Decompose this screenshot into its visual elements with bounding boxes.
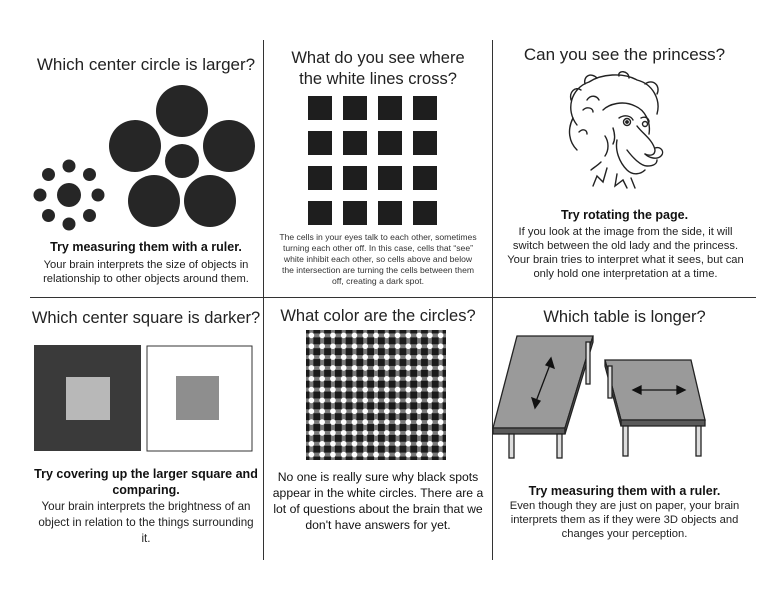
grid-dot (352, 408, 358, 414)
grid-dot (395, 343, 401, 349)
grid-dot (384, 376, 390, 382)
grid-dot (309, 365, 315, 371)
hermann-square (378, 201, 402, 225)
grid-dot (395, 333, 401, 339)
grid-dot (406, 354, 412, 360)
grid-line-vertical (428, 330, 432, 460)
grid-dot (427, 452, 433, 458)
grid-dot (406, 376, 412, 382)
grid-dot (373, 354, 379, 360)
grid-dot (427, 441, 433, 447)
grid-dot (373, 430, 379, 436)
panel-circles-title: Which center circle is larger? (36, 55, 256, 74)
grid-dot (395, 354, 401, 360)
grid-dot (309, 441, 315, 447)
grid-line-vertical (374, 330, 378, 460)
grid-dot (319, 430, 325, 436)
grid-dot (341, 343, 347, 349)
hermann-square (378, 131, 402, 155)
grid-dot (384, 441, 390, 447)
hermann-square (308, 201, 332, 225)
grid-dot (395, 387, 401, 393)
grid-dot (373, 441, 379, 447)
grid-dot (352, 333, 358, 339)
ebbinghaus-illusion (30, 80, 262, 230)
grid-dot (352, 419, 358, 425)
grid-dot (416, 333, 422, 339)
grid-dot (384, 365, 390, 371)
grid-dot (362, 452, 368, 458)
panel-circles-body: Your brain interprets the size of objects in relationship to other objects around them. (43, 259, 249, 285)
grid-dot (319, 398, 325, 404)
grid-dot (438, 376, 444, 382)
grid-dot (384, 398, 390, 404)
grid-dot (373, 387, 379, 393)
grid-dot (341, 376, 347, 382)
panel-tables-title: Which table is longer? (543, 308, 706, 326)
grid-dot (384, 343, 390, 349)
panel-dots (264, 298, 492, 560)
center-square-left (66, 377, 110, 420)
panel-tables-tip: Try measuring them with a ruler. (528, 484, 721, 498)
grid-dot (373, 398, 379, 404)
grid-dot (319, 408, 325, 414)
grid-dot (438, 419, 444, 425)
grid-dot (330, 441, 336, 447)
grid-dot (309, 398, 315, 404)
grid-dot (416, 419, 422, 425)
grid-line-vertical (320, 330, 324, 460)
grid-dot (309, 387, 315, 393)
grid-dot (416, 398, 422, 404)
grid-dot (427, 376, 433, 382)
grid-dot (406, 408, 412, 414)
grid-line-vertical (342, 330, 346, 460)
hermann-square (413, 96, 437, 120)
grid-dot (352, 452, 358, 458)
hermann-square (413, 131, 437, 155)
grid-dot (406, 419, 412, 425)
grid-line-vertical (396, 330, 400, 460)
panel-tables-body: Even though they are just on paper, your brain interprets them as if they were 3D objects and changes your perception. (509, 500, 740, 540)
grid-dot (352, 398, 358, 404)
hermann-square (308, 96, 332, 120)
grid-line-vertical (363, 330, 367, 460)
grid-dot (362, 365, 368, 371)
grid-dot (406, 398, 412, 404)
grid-dot (416, 408, 422, 414)
grid-dot (330, 452, 336, 458)
grid-dot (309, 343, 315, 349)
grid-dot (309, 408, 315, 414)
scintillating-grid (264, 330, 492, 465)
grid-dot (330, 408, 336, 414)
grid-dot (373, 333, 379, 339)
grid-dot (362, 408, 368, 414)
hermann-grid (264, 94, 492, 234)
grid-dot (384, 387, 390, 393)
hermann-square (308, 131, 332, 155)
simultaneous-contrast-squares (30, 344, 262, 454)
hermann-square (343, 96, 367, 120)
grid-dot (362, 354, 368, 360)
grid-dot (427, 419, 433, 425)
grid-dot (384, 354, 390, 360)
grid-dot (341, 365, 347, 371)
hermann-square (343, 131, 367, 155)
grid-dot (362, 398, 368, 404)
grid-dot (438, 408, 444, 414)
grid-dot (416, 387, 422, 393)
grid-dot (352, 430, 358, 436)
panel-grid-body: The cells in your eyes talk to each other, sometimes turning each other off. In this case, cells that “see” white inhibit each other, so cells above and below the intersection are turning the cells between them off, creating a dark spot. (279, 232, 477, 286)
grid-dot (341, 387, 347, 393)
grid-dot (384, 408, 390, 414)
center-square-right (176, 376, 219, 420)
grid-dot (309, 430, 315, 436)
grid-dot (330, 343, 336, 349)
grid-dot (438, 430, 444, 436)
grid-dot (416, 376, 422, 382)
grid-dot (341, 354, 347, 360)
grid-dot (395, 452, 401, 458)
panel-squares (30, 298, 262, 560)
grid-line-vertical (439, 330, 443, 460)
grid-dot (319, 452, 325, 458)
grid-line-vertical (406, 330, 410, 460)
grid-dot (438, 365, 444, 371)
grid-dot (362, 419, 368, 425)
grid-dot (352, 376, 358, 382)
grid-dot (427, 430, 433, 436)
grid-dot (427, 398, 433, 404)
hermann-square (308, 166, 332, 190)
grid-line-vertical (417, 330, 421, 460)
grid-dot (373, 419, 379, 425)
panel-squares-body: Your brain interprets the brightness of an object in relation to the things surrounding it. (38, 500, 254, 545)
grid-line-vertical (331, 330, 335, 460)
grid-dot (330, 430, 336, 436)
grid-dot (319, 365, 325, 371)
panel-circles-tip: Try measuring them with a ruler. (50, 240, 242, 254)
grid-dot (438, 333, 444, 339)
panel-dots-body: No one is really sure why black spots appear in the white circles. There are a lot of questions about the brain that we don't have answers for yet. (272, 470, 484, 532)
grid-dot (395, 398, 401, 404)
grid-dot (330, 376, 336, 382)
grid-dot (416, 343, 422, 349)
grid-dot (330, 354, 336, 360)
grid-dot (384, 430, 390, 436)
grid-dot (438, 343, 444, 349)
grid-dot (319, 333, 325, 339)
grid-dot (362, 343, 368, 349)
grid-dot (427, 365, 433, 371)
grid-dot (395, 430, 401, 436)
grid-dot (341, 430, 347, 436)
grid-dot (319, 376, 325, 382)
grid-dot (438, 452, 444, 458)
grid-dot (330, 387, 336, 393)
grid-dot (416, 354, 422, 360)
grid-dot (438, 398, 444, 404)
grid-dot (427, 333, 433, 339)
grid-dot (406, 387, 412, 393)
grid-dot (330, 398, 336, 404)
grid-dot (406, 365, 412, 371)
grid-dot (438, 387, 444, 393)
grid-dot (373, 376, 379, 382)
grid-dot (319, 387, 325, 393)
grid-dot (373, 343, 379, 349)
grid-dot (438, 441, 444, 447)
grid-dot (427, 408, 433, 414)
grid-dot (362, 333, 368, 339)
grid-dot (341, 398, 347, 404)
grid-dot (319, 441, 325, 447)
grid-dot (352, 441, 358, 447)
shepard-tables-illusion (493, 334, 756, 464)
grid-line-vertical (352, 330, 356, 460)
grid-dot (362, 430, 368, 436)
grid-dot (352, 354, 358, 360)
grid-dot (406, 430, 412, 436)
panel-squares-tip: Try covering up the larger square and comparing. (34, 467, 258, 497)
grid-dot (395, 376, 401, 382)
grid-dot (416, 452, 422, 458)
grid-line-vertical (385, 330, 389, 460)
grid-dot (395, 365, 401, 371)
grid-dot (309, 452, 315, 458)
old-lady-princess-illusion (557, 70, 677, 190)
grid-dot (406, 343, 412, 349)
grid-dot (427, 354, 433, 360)
grid-dot (319, 354, 325, 360)
hermann-square (343, 166, 367, 190)
panel-princess-body: If you look at the image from the side, it will switch between the old lady and the princess. Your brain tries to interpret what it sees, but can only hold one interpretation at a time. (507, 226, 744, 280)
grid-dot (362, 376, 368, 382)
hermann-square (343, 201, 367, 225)
panel-dots-title: What color are the circles? (280, 307, 476, 325)
grid-dot (416, 365, 422, 371)
grid-dot (384, 419, 390, 425)
panel-princess-title: Can you see the princess? (523, 45, 726, 64)
grid-dot (416, 441, 422, 447)
grid-dot (319, 419, 325, 425)
grid-dot (341, 408, 347, 414)
grid-dot (416, 430, 422, 436)
grid-dot (309, 354, 315, 360)
panel-grid-title: What do you see where the white lines cross? (291, 49, 465, 88)
grid-dot (330, 333, 336, 339)
grid-dot (330, 365, 336, 371)
grid-dot (352, 387, 358, 393)
grid-dot (362, 441, 368, 447)
grid-dot (427, 387, 433, 393)
panel-tables (493, 298, 756, 560)
hermann-square (413, 166, 437, 190)
grid-dot (341, 452, 347, 458)
grid-dot (309, 333, 315, 339)
grid-dot (384, 452, 390, 458)
grid-dot (395, 408, 401, 414)
grid-dot (384, 333, 390, 339)
panel-squares-title: Which center square is darker? (31, 309, 261, 327)
grid-dot (406, 333, 412, 339)
grid-dot (362, 387, 368, 393)
grid-dot (330, 419, 336, 425)
grid-dot (438, 354, 444, 360)
grid-dot (373, 365, 379, 371)
grid-dot (309, 419, 315, 425)
grid-dot (341, 333, 347, 339)
panel-princess (493, 40, 756, 296)
grid-dot (341, 441, 347, 447)
grid-line-vertical (309, 330, 313, 460)
grid-dot (373, 408, 379, 414)
grid-dot (395, 441, 401, 447)
grid-dot (309, 376, 315, 382)
grid-dot (395, 419, 401, 425)
grid-dot (427, 343, 433, 349)
panel-princess-tip: Try rotating the page. (560, 208, 689, 222)
hermann-square (378, 96, 402, 120)
hermann-square (413, 201, 437, 225)
grid-dot (319, 343, 325, 349)
grid-dot (352, 343, 358, 349)
grid-dot (406, 452, 412, 458)
grid-dot (352, 365, 358, 371)
hermann-square (378, 166, 402, 190)
grid-dot (406, 441, 412, 447)
panel-grid (264, 40, 492, 296)
grid-dot (373, 452, 379, 458)
grid-dot (341, 419, 347, 425)
panel-circles (30, 40, 262, 296)
